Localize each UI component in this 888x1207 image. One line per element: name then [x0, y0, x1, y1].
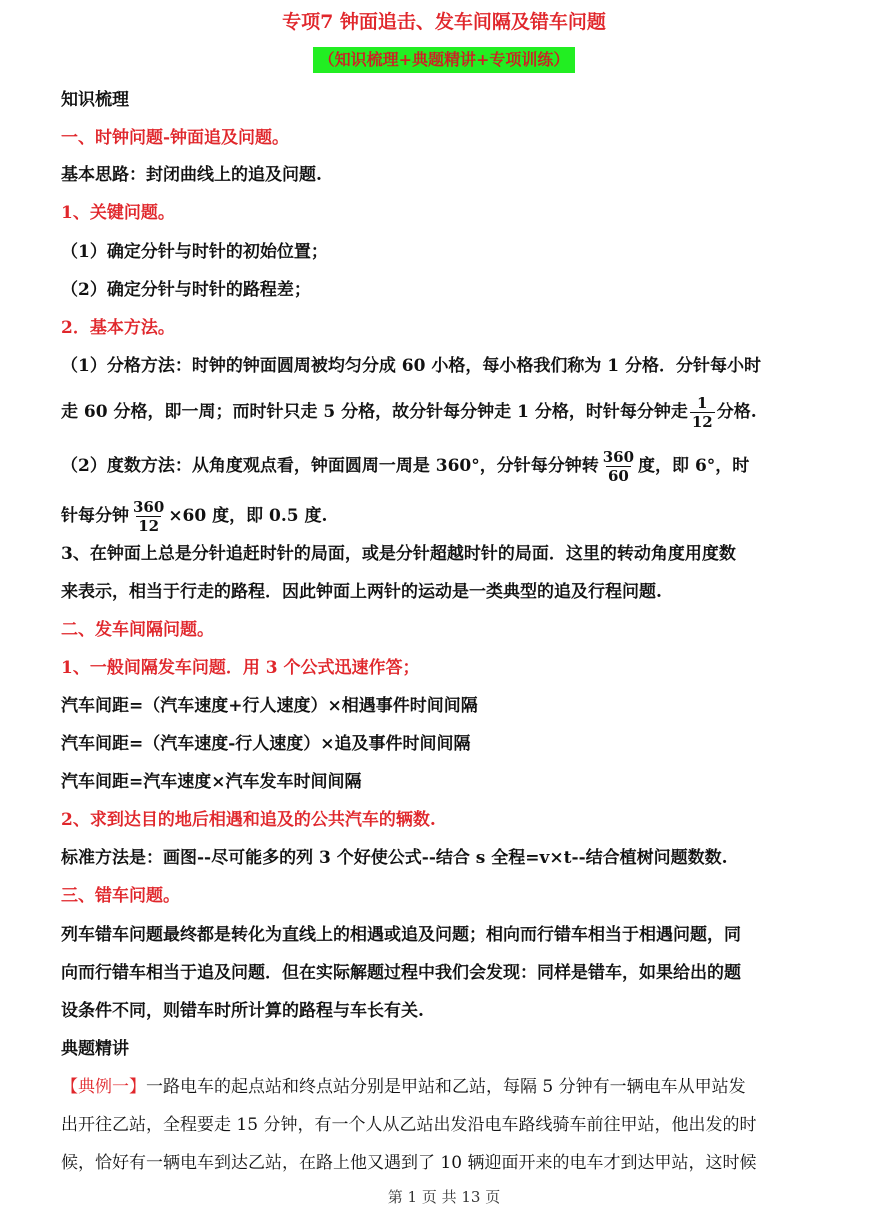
method-1-line-2 — [61, 394, 757, 431]
method-2-line-1-tail: 度，即 6°，时 — [638, 456, 750, 476]
fraction-numerator: 360 — [602, 448, 635, 466]
subtitle-wrapper — [0, 47, 888, 73]
fraction-numerator: 360 — [133, 498, 165, 516]
method-2-line-2 — [61, 498, 327, 535]
basic-idea-text: 基本思路：封闭曲线上的追及问题. — [61, 165, 322, 185]
example-1-line-2: 出开往乙站，全程要走 15 分钟，有一个人从乙站出发沿电车路线骑车前往甲站，他出发的时 — [61, 1115, 757, 1135]
point-3-line-1: 3、在钟面上总是分针追赶时针的局面，或是分针超越时针的局面．这里的转动角度用度数 — [61, 544, 736, 564]
page-footer: 第 1 页 共 13 页 — [387, 1188, 501, 1206]
heading-general-interval: 1、一般间隔发车问题．用 3 个公式迅速作答； — [61, 658, 420, 678]
point-3-line-2: 来表示，相当于行走的路程．因此钟面上两针的运动是一类典型的追及行程问题. — [61, 582, 662, 602]
fraction-numerator: 1 — [697, 394, 708, 412]
fraction-denominator: 12 — [691, 413, 713, 431]
method-1-line-1: （1）分格方法：时钟的钟面圆周被均匀分成 60 小格，每小格我们称为 1 分格．分针每小时 — [61, 356, 761, 376]
example-1-line-1-text: 一路电车的起点站和终点站分别是甲站和乙站，每隔 5 分钟有一辆电车从甲站发 — [146, 1077, 746, 1097]
heading-clock-problem: 一、时钟问题-钟面追及问题。 — [61, 128, 290, 148]
fraction-denominator: 60 — [607, 467, 629, 485]
heading-key-problems: 1、关键问题。 — [61, 203, 175, 223]
page-title: 专项7 钟面追击、发车间隔及错车问题 — [282, 11, 606, 33]
method-2-line-1 — [61, 448, 749, 485]
example-1-line-1 — [61, 1075, 746, 1099]
formula-departure: 汽车间距=汽车速度×汽车发车时间间隔 — [61, 772, 362, 792]
point-4-line-3: 设条件不同，则错车时所计算的路程与车长有关. — [61, 1001, 424, 1021]
example-1-tag: 【典例一】 — [61, 1077, 146, 1097]
heading-count-buses: 2、求到达目的地后相遇和追及的公共汽车的辆数. — [61, 810, 436, 830]
fraction-360-over-60 — [601, 448, 636, 485]
fraction-denominator: 12 — [138, 517, 160, 535]
standard-method-text: 标准方法是：画图--尽可能多的列 3 个好使公式--结合 s 全程=v×t--结合植树问题数数. — [61, 848, 728, 868]
key-point-1: （1）确定分针与时针的初始位置； — [61, 242, 328, 262]
fraction-one-twelfth — [690, 394, 715, 431]
method-2-line-1-text: （2）度数方法：从角度观点看，钟面圆周一周是 360°，分针每分钟转 — [61, 456, 599, 476]
section-heading-knowledge: 知识梳理 — [61, 90, 129, 110]
heading-departure-interval: 二、发车间隔问题。 — [61, 620, 214, 640]
section-heading-examples: 典题精讲 — [61, 1039, 129, 1059]
page-subtitle: （知识梳理+典题精讲+专项训练） — [313, 47, 576, 73]
example-1-line-3: 候，恰好有一辆电车到达乙站，在路上他又遇到了 10 辆迎面开来的电车才到达甲站，这时候 — [61, 1153, 757, 1173]
heading-passing-trains: 三、错车问题。 — [61, 886, 180, 906]
key-point-2: （2）确定分针与时针的路程差； — [61, 280, 311, 300]
method-1-line-2-text: 走 60 分格，即一周；而时针只走 5 分格，故分针每分钟走 1 分格，时针每分钟走 — [61, 402, 688, 422]
method-2-line-2-tail: ×60 度，即 0.5 度. — [168, 506, 328, 526]
point-4-line-1: 列车错车问题最终都是转化为直线上的相遇或追及问题；相向而行错车相当于相遇问题，同 — [61, 925, 741, 945]
point-4-line-2: 向而行错车相当于追及问题．但在实际解题过程中我们会发现：同样是错车，如果给出的题 — [61, 963, 741, 983]
heading-basic-methods: 2．基本方法。 — [61, 318, 175, 338]
method-1-line-2-tail: 分格. — [716, 402, 757, 422]
formula-meeting: 汽车间距=（汽车速度+行人速度）×相遇事件时间间隔 — [61, 696, 478, 716]
method-2-line-2-text: 针每分钟 — [61, 506, 129, 526]
formula-chasing: 汽车间距=（汽车速度-行人速度）×追及事件时间间隔 — [61, 734, 471, 754]
fraction-360-over-12 — [131, 498, 166, 535]
